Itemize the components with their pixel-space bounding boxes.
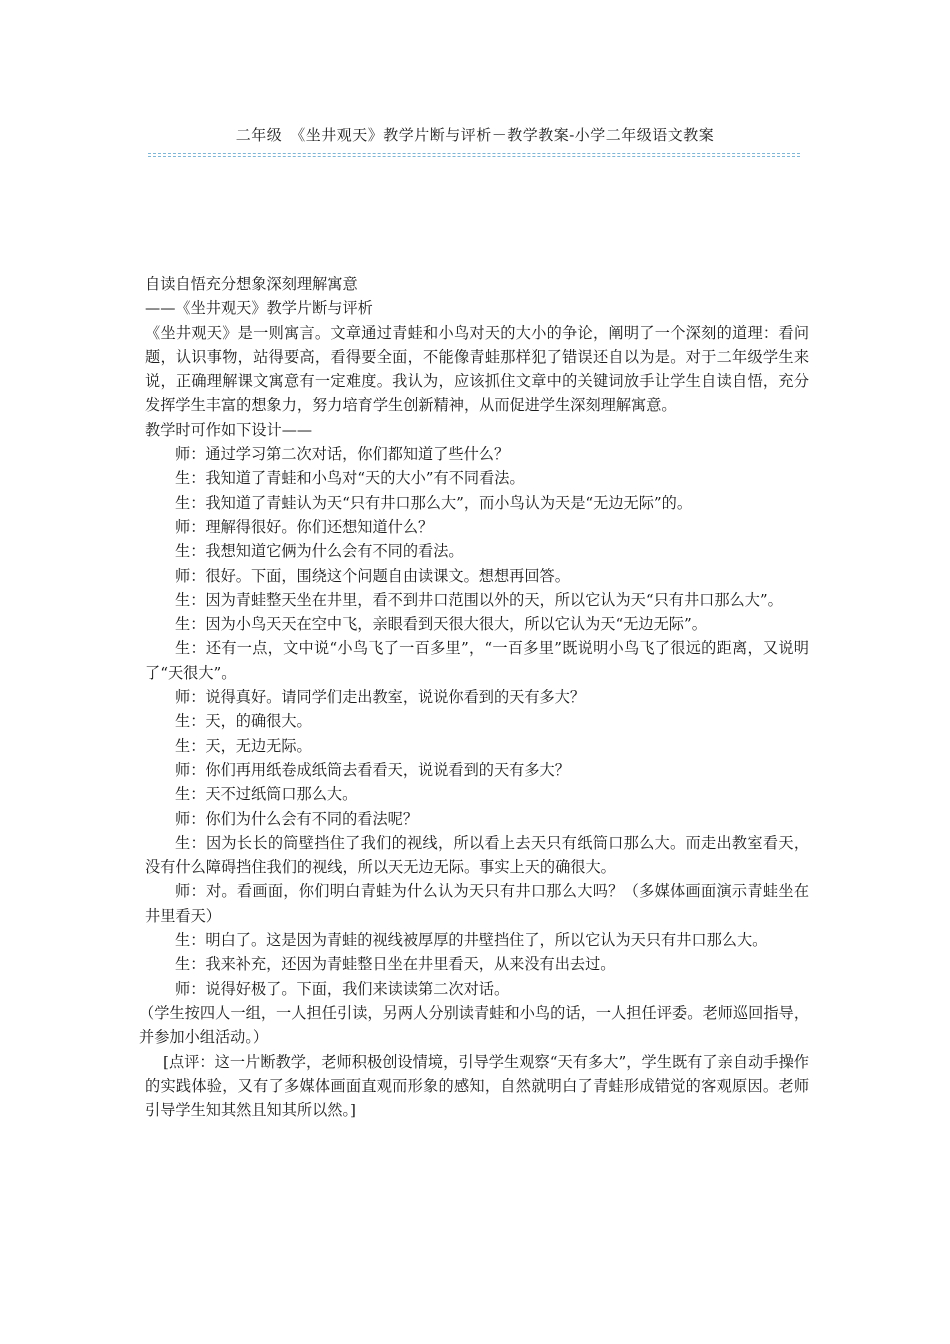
dialogue-line: 师：通过学习第二次对话，你们都知道了些什么？ [175, 445, 510, 464]
dialogue-line: 师：你们再用纸卷成纸筒去看看天，说说看到的天有多大？ [175, 760, 570, 779]
article-body [139, 272, 809, 1122]
dialogue-line: 生：天，无边无际。 [175, 736, 312, 755]
dialogue-line: 生：我来补充，还因为青蛙整日坐在井里看天，从来没有出去过。 [175, 955, 616, 974]
dialogue-line: 师：说得好极了。下面，我们来读读第二次对话。 [175, 979, 510, 998]
dialogue-line: 生：还有一点，文中说“小鸟飞了一百多里”，“一百多里”既说明小鸟飞了很远的距离，又说明了“天很大”。 [145, 639, 809, 682]
dialogue-line: 生：因为小鸟天天在空中飞，亲眼看到天很大很大，所以它认为天“无边无际”。 [175, 615, 707, 634]
dialogue-line: 生：明白了。这是因为青蛙的视线被厚厚的井壁挡住了，所以它认为天只有井口那么大。 [175, 931, 768, 950]
dialogue-line: 生：我想知道它俩为什么会有不同的看法。 [175, 542, 464, 561]
teacher-comment: [点评：这一片断教学，老师积极创设情境，引导学生观察“天有多大”，学生既有了亲自动手操作的实践体验，又有了多媒体画面直观而形象的感知，自然就明白了青蛙形成错觉的客观原因。老师引导学生知其然且知其所以然。] [145, 1052, 809, 1120]
activity-note: （学生按四人一组，一人担任引读，另两人分别读青蛙和小鸟的话，一人担任评委。老师巡回指导，并参加小组活动。） [139, 1003, 809, 1047]
header-divider [148, 153, 800, 154]
page-title: 二年级 《坐井观天》教学片断与评析－教学教案-小学二年级语文教案 [235, 126, 715, 144]
intro-paragraph: 《坐井观天》是一则寓言。文章通过青蛙和小鸟对天的大小的争论，阐明了一个深刻的道理：看问题，认识事物，站得要高，看得要全面，不能像青蛙那样犯了错误还自以为是。对于二年级学生来说，正确理解课文寓意有一定难度。我认为，应该抓住文章中的关键词放手让学生自读自悟，充分发挥学生丰富的想象力，努力培育学生创新精神，从而促进学生深刻理解寓意。 [145, 323, 809, 415]
dialogue-line: 师：对。看画面，你们明白青蛙为什么认为天只有井口那么大吗？（多媒体画面演示青蛙坐在井里看天） [145, 882, 809, 925]
dialogue-line: 师：说得真好。请同学们走出教室，说说你看到的天有多大？ [175, 688, 586, 707]
dialogue-line: 生：我知道了青蛙认为天“只有井口那么大”，而小鸟认为天是“无边无际”的。 [175, 493, 693, 512]
dialogue-line: 生：天，的确很大。 [175, 712, 312, 731]
dialogue-line: 生：因为长长的筒壁挡住了我们的视线，所以看上去天只有纸筒口那么大。而走出教室看天，没有什么障碍挡住我们的视线，所以天无边无际。事实上天的确很大。 [145, 833, 809, 877]
dialogue-line: 师：很好。下面，围绕这个问题自由读课文。想想再回答。 [175, 566, 570, 585]
article-title: 自读自悟充分想象深刻理解寓意 [145, 275, 358, 293]
dialogue-line: 生：我知道了青蛙和小鸟对“天的大小”有不同看法。 [175, 469, 525, 488]
article-subtitle: ——《坐井观天》教学片断与评析 [145, 299, 373, 318]
dialogue-line: 师：理解得很好。你们还想知道什么？ [175, 517, 434, 536]
dialogue-line: 生：天不过纸筒口那么大。 [175, 785, 358, 804]
dialogue-line: 生：因为青蛙整天坐在井里，看不到井口范围以外的天，所以它认为天“只有井口那么大”。 [175, 590, 783, 609]
design-intro: 教学时可作如下设计—— [145, 420, 313, 439]
dialogue-line: 师：你们为什么会有不同的看法呢？ [175, 809, 418, 828]
header-divider-second [148, 156, 800, 157]
